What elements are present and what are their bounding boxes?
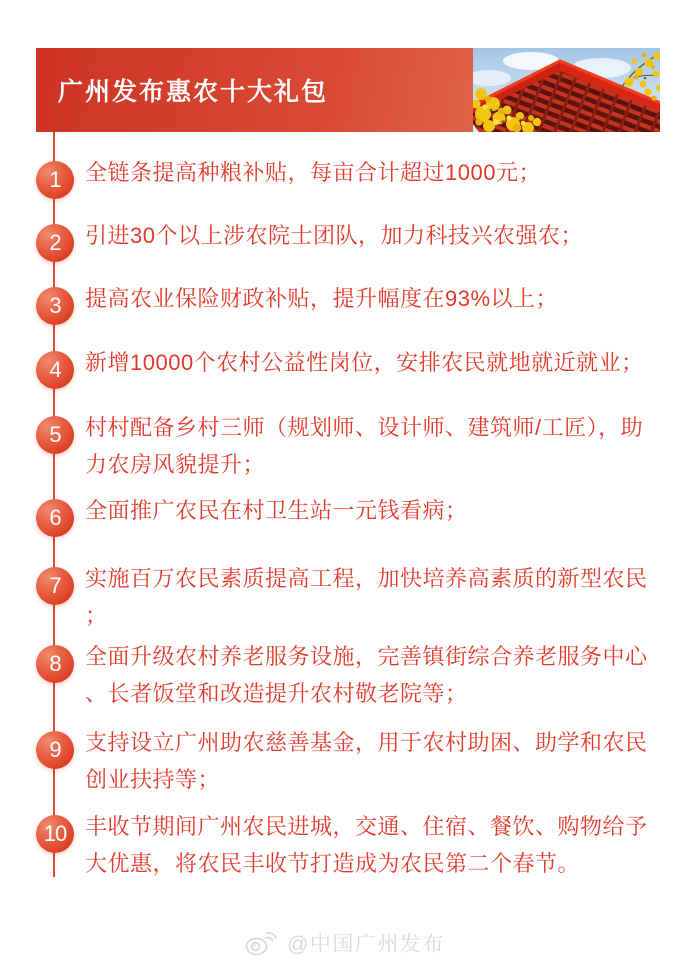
item-text-line: 新增10000个农村公益性岗位，安排农民就地就近就业； (85, 350, 644, 375)
item-number: 8 (49, 651, 61, 676)
item-number: 3 (49, 293, 61, 318)
red-pavilion-photo (473, 48, 660, 132)
item-number-badge (36, 815, 74, 853)
item-number: 2 (49, 230, 61, 255)
item-text (85, 409, 643, 483)
item-number: 9 (49, 737, 61, 762)
item-number-badge (36, 224, 74, 262)
item-text (85, 638, 648, 712)
item-number-badge (36, 731, 74, 769)
list-item (36, 217, 666, 262)
list-item (36, 560, 666, 634)
credit-text: @中国广州发布 (287, 933, 445, 956)
item-number-badge (36, 645, 74, 683)
item-number-badge (36, 161, 74, 199)
item-number: 4 (49, 357, 61, 382)
item-text (85, 154, 541, 191)
item-text-line: 提高农业保险财政补贴，提升幅度在93%以上； (85, 286, 559, 311)
item-text-line: 全面推广农民在村卫生站一元钱看病； (85, 498, 468, 523)
item-text-line: ； (85, 603, 108, 628)
item-text-line: 村村配备乡村三师（规划师、设计师、建筑师/工匠），助 (85, 415, 644, 440)
item-number-badge (36, 351, 74, 389)
item-text-line: 支持设立广州助农慈善基金，用于农村助困、助学和农民 (85, 730, 648, 755)
list-item (36, 280, 666, 325)
list-item (36, 808, 666, 882)
list-item (36, 409, 666, 483)
item-number: 10 (43, 821, 67, 846)
item-number: 1 (49, 167, 61, 192)
item-text-line: 全链条提高种粮补贴，每亩合计超过1000元； (85, 160, 541, 185)
item-text (85, 808, 648, 882)
poster-title: 广州发布惠农十大礼包 (58, 78, 329, 106)
list-item (36, 638, 666, 712)
item-number-badge (36, 499, 74, 537)
list-item (36, 344, 666, 389)
header-banner (36, 48, 660, 132)
list-item (36, 724, 666, 798)
item-text-line: 丰收节期间广州农民进城，交通、住宿、餐饮、购物给予 (85, 814, 648, 839)
item-text-line: 引进30个以上涉农院士团队，加力科技兴农强农； (85, 223, 583, 248)
item-number-badge (36, 567, 74, 605)
list-item (36, 154, 666, 199)
item-number-badge (36, 287, 74, 325)
weibo-icon (245, 930, 277, 957)
item-text (85, 724, 648, 798)
item-text-line: 力农房风貌提升； (85, 452, 266, 477)
item-text-line: 、长者饭堂和改造提升农村敬老院等； (85, 681, 468, 706)
item-number: 6 (49, 505, 61, 530)
item-text (85, 492, 468, 529)
item-text-line: 创业扶持等； (85, 767, 221, 792)
item-text (85, 217, 583, 254)
item-text-line: 全面升级农村养老服务设施，完善镇街综合养老服务中心 (85, 644, 648, 669)
item-number: 7 (49, 573, 61, 598)
footer-credit (0, 928, 690, 958)
list-item (36, 492, 666, 537)
item-text (85, 560, 648, 634)
item-number-badge (36, 416, 74, 454)
item-text-line: 大优惠，将农民丰收节打造成为农民第二个春节。 (85, 851, 581, 876)
item-text (85, 344, 644, 381)
item-text-line: 实施百万农民素质提高工程，加快培养高素质的新型农民 (85, 566, 648, 591)
item-text (85, 280, 558, 317)
item-number: 5 (49, 422, 61, 447)
